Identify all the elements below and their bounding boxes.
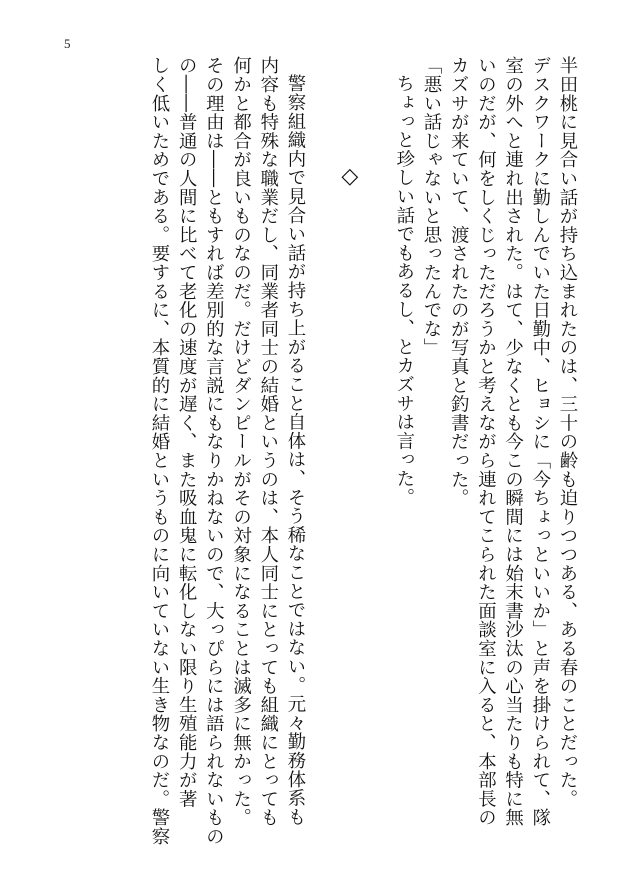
section-break-diamond: ◇	[337, 164, 363, 190]
text-column: 半田桃に見合い話が持ち込まれたのは、三十の齢も迫りつつある、ある春のことだった。	[557, 56, 578, 808]
body-text	[146, 56, 581, 856]
text-column: カズサが来ていて、渡されたのが写真と釣書だった。	[448, 56, 470, 508]
text-column: しく低いためである。要するに、本質的に結婚というものに向いていない生き物なのだ。警察	[148, 56, 170, 846]
page-number: 5	[64, 36, 71, 51]
text-column: 内容も特殊な職業だし、同業者同士の結婚というのは、本人同士にとっても組織にとっても	[257, 56, 279, 827]
blank-column	[309, 56, 336, 856]
blank-column	[363, 56, 390, 856]
text-column: 何かと都合が良いものなのだ。だけどダンピールがその対象になることは滅多に無かった。	[230, 56, 252, 827]
text-column: その理由は――ともすれば差別的な言説にもなりかねないので、大っぴらには語られないもの	[203, 56, 225, 846]
dialogue-line: 「悪い話じゃないと思ったんでな」	[420, 56, 442, 357]
text-column: ちょっと珍しい話でもあるし、とカズサは言った。	[393, 74, 415, 507]
text-column: デスクワークに勤しんでいた日勤中、ヒョシに「今ちょっといいか」と声を掛けられて、隊	[529, 56, 551, 827]
text-column: いのだが、何をしくじっただろうかと考えながら連れてこられた面談室に入ると、本部長の	[475, 56, 497, 827]
text-column: の――普通の人間に比べて老化の速度が遅く、また吸血鬼に転化しない限り生殖能力が著	[176, 56, 198, 808]
text-column: 警察組織内で見合い話が持ち上がること自体は、そう稀なことではない。元々勤務体系も	[284, 74, 306, 826]
text-column: 室の外へと連れ出された。はて、少なくとも今この瞬間には始末書沙汰の心当たりも特に無	[502, 56, 524, 827]
